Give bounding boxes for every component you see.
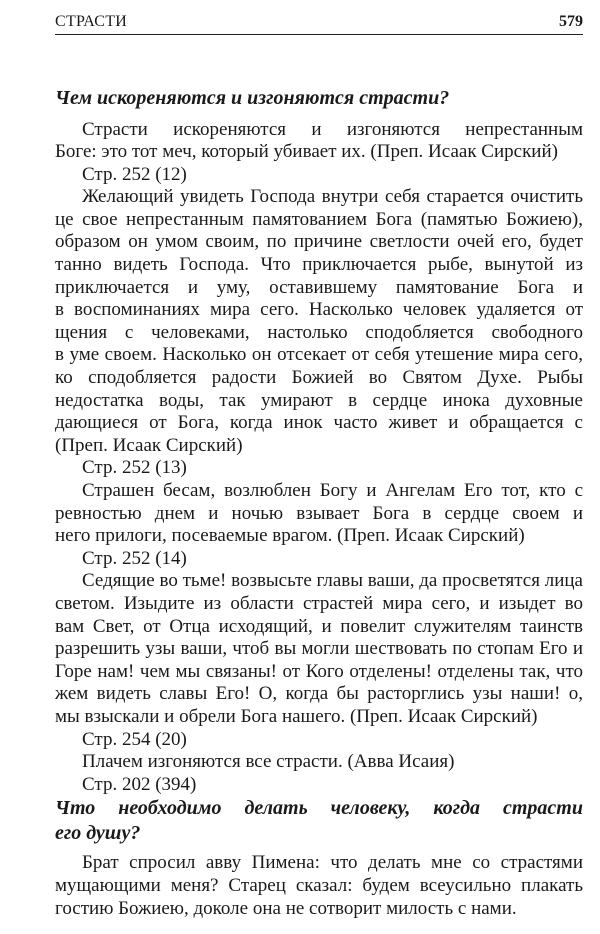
text-line: образом он умом своим, по причине светлости очей его, будет bbox=[55, 231, 583, 253]
text-line: приключается и уму, оставившему памятование Бога и bbox=[55, 276, 583, 298]
text-line: Плачем изгоняются все страсти. (Авва Исаия) bbox=[82, 751, 455, 773]
text-line: дающиеся от Бога, когда инок часто живет и обращается с bbox=[55, 412, 583, 434]
text-line: Седящие во тьме! возвысьте главы ваши, да просветятся лица bbox=[82, 570, 583, 592]
page-body bbox=[55, 86, 583, 920]
text-line: недостатка воды, так умирают в сердце инока духовные bbox=[55, 389, 583, 411]
text-line: Брат спросил авву Пимена: что делать мне со страстями bbox=[82, 852, 583, 874]
text-line: Страсти искореняются и изгоняются непрестанным bbox=[82, 118, 583, 140]
text-line: Страшен бесам, возлюблен Богу и Ангелам Его тот, кто с bbox=[82, 480, 583, 501]
text-line: в воспоминаниях мира сего. Насколько человек удаляется от bbox=[55, 299, 583, 321]
text-line: в уме своем. Насколько он отсекает от себя утешение мира сего, bbox=[55, 344, 583, 366]
text-line: танно видеть Господа. Что приключается рыбе, вынутой из bbox=[55, 254, 583, 276]
text-line: це свое непрестанным памятованием Бога (памятью Божиею), bbox=[55, 208, 583, 230]
source-reference: Стр. 252 (13) bbox=[82, 457, 187, 479]
text-line: мущающими меня? Старец сказал: будем всеусильно плакать bbox=[55, 874, 583, 896]
text-line: (Преп. Исаак Сирский) bbox=[55, 434, 243, 456]
text-line: разрешить узы ваши, чтоб вы могли шествовать по стопам Его и bbox=[55, 638, 583, 660]
text-line: мы взыскали и обрели Бога нашего. (Преп. Исаак Сирский) bbox=[55, 705, 538, 727]
text-line: Желающий увидеть Господа внутри себя старается очистить bbox=[82, 186, 583, 208]
spacer bbox=[55, 845, 583, 852]
text-line: него прилоги, посеваемые врагом. (Преп. Исаак Сирский) bbox=[55, 525, 525, 547]
section-heading-line: его душу? bbox=[55, 821, 141, 844]
text-line: вам Свет, от Отца исходящий, и повелит служителям таинств bbox=[55, 615, 583, 637]
text-line: ко сподобляется радости Божией во Святом Духе. Рыбы bbox=[55, 367, 583, 389]
source-reference: Стр. 254 (20) bbox=[82, 728, 187, 750]
text-line: Боге: это тот меч, который убивает их. (Преп. Исаак Сирский) bbox=[55, 141, 558, 163]
text-line: щения с человеками, настолько сподобляется свободного bbox=[55, 321, 583, 343]
text-line: Горе нам! чем мы связаны! от Кого отделены! отделены так, что bbox=[55, 660, 583, 682]
text-line: светом. Изыдите из области страстей мира сего, и изыдет во bbox=[55, 592, 583, 614]
spacer bbox=[55, 111, 583, 119]
section-heading-line: Чем искореняются и изгоняются страсти? bbox=[55, 87, 450, 109]
source-reference: Стр. 252 (12) bbox=[82, 163, 187, 185]
text-line: гостию Божиею, доколе она не сотворит милость с нами. bbox=[55, 897, 517, 919]
source-reference: Стр. 252 (14) bbox=[82, 547, 187, 569]
running-header bbox=[55, 10, 583, 35]
page-number: 579 bbox=[559, 13, 583, 30]
text-line: ревностью днем и ночью взывает Бога в сердце своем и bbox=[55, 502, 583, 524]
source-reference: Стр. 202 (394) bbox=[82, 773, 197, 795]
running-header-title: СТРАСТИ bbox=[55, 13, 128, 30]
section-heading-line: Что необходимо делать человеку, когда страсти bbox=[55, 797, 583, 820]
text-line: жем видеть славы Его! О, когда бы расторглись узы наши! о, bbox=[55, 683, 583, 705]
